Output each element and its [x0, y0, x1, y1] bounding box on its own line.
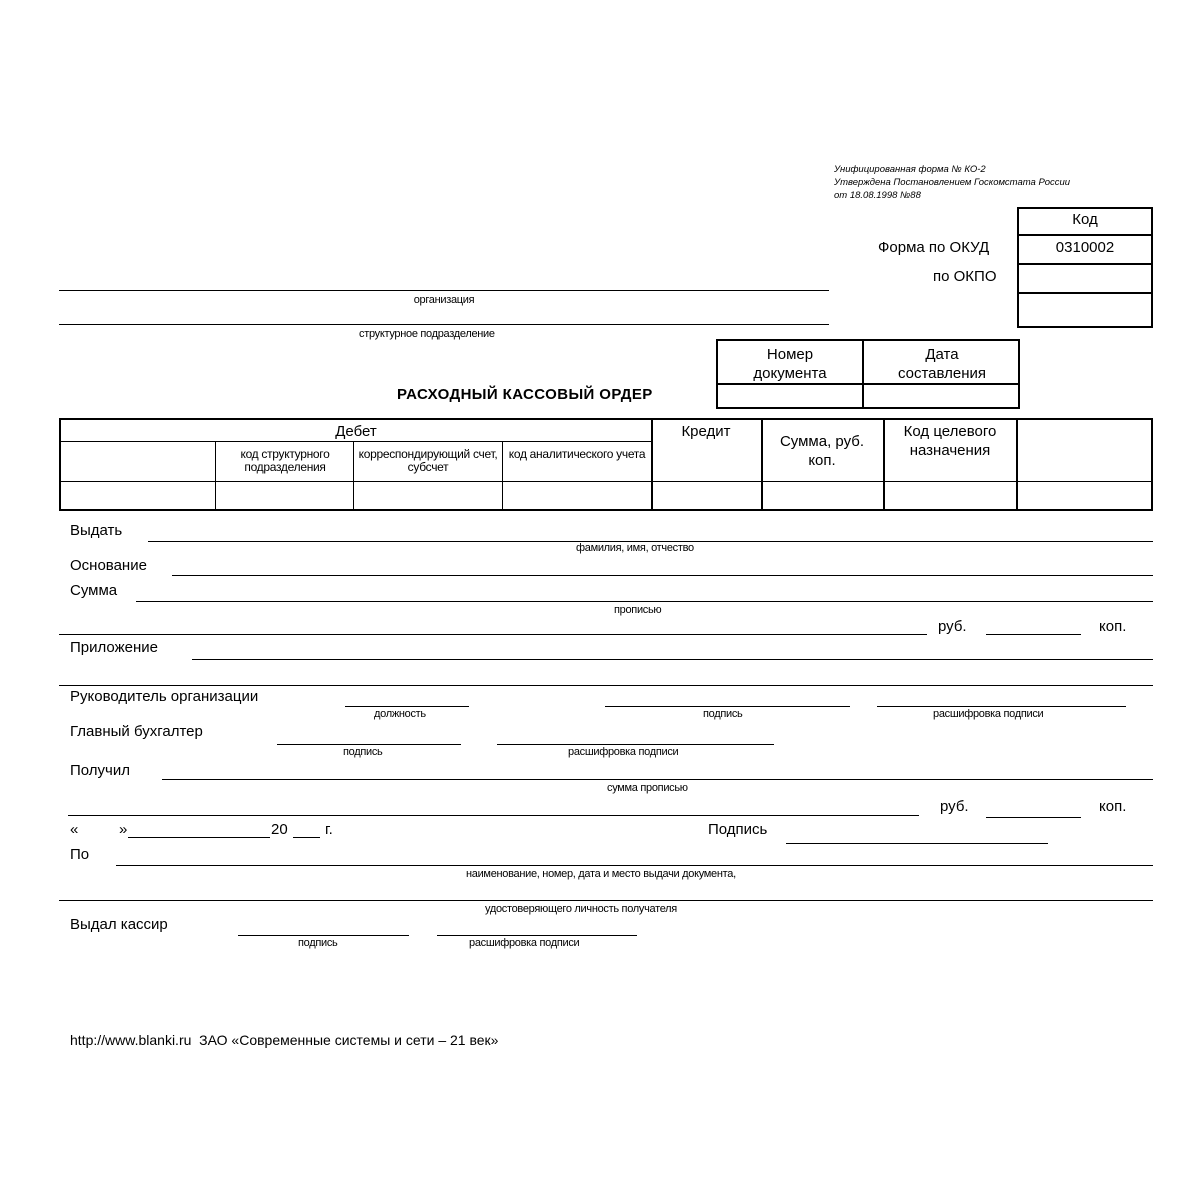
document-caption-1: наименование, номер, дата и место выдачи документа,	[466, 868, 736, 880]
kop-line-2[interactable]	[986, 817, 1081, 818]
year-line[interactable]	[293, 837, 320, 838]
cashier-label: Выдал кассир	[70, 916, 168, 933]
doc-number-header: Номер документа	[753, 346, 827, 382]
chief-decode-line[interactable]	[497, 744, 774, 745]
fio-caption: фамилия, имя, отчество	[576, 542, 694, 554]
organization-line[interactable]	[59, 290, 829, 291]
okpo-label: по ОКПО	[933, 268, 997, 285]
by-label: По	[70, 846, 90, 863]
received-signature-line[interactable]	[786, 843, 1048, 844]
chief-signature-line[interactable]	[277, 744, 461, 745]
document-title: РАСХОДНЫЙ КАССОВЫЙ ОРДЕР	[397, 386, 653, 403]
notice-line-1: Унифицированная форма № КО-2	[834, 164, 986, 175]
debit-header: Дебет	[335, 423, 377, 440]
received-line-2[interactable]	[68, 815, 919, 816]
cashier-decode-caption: расшифровка подписи	[469, 937, 580, 949]
attachment-line-2[interactable]	[59, 685, 1153, 686]
sum-in-words-caption: сумма прописью	[607, 782, 688, 794]
codes-header: Код	[1072, 211, 1098, 228]
date-month-line[interactable]	[128, 837, 270, 838]
okud-value[interactable]: 0310002	[1055, 239, 1115, 256]
received-label: Получил	[70, 762, 130, 779]
purpose-code-header: Код целевого назначения	[903, 423, 997, 459]
sum-label: Сумма	[70, 582, 118, 599]
received-line[interactable]	[162, 779, 1153, 780]
credit-header: Кредит	[681, 423, 731, 440]
attachment-label: Приложение	[70, 639, 158, 656]
year-prefix: 20	[271, 821, 288, 838]
head-position-line[interactable]	[345, 706, 469, 707]
notice-line-2: Утверждена Постановлением Госкомстата России	[834, 177, 1071, 188]
attachment-line[interactable]	[192, 659, 1153, 660]
department-caption: структурное подразделение	[359, 328, 495, 340]
corr-account-header: корреспондирующий счет, субсчет	[358, 447, 498, 474]
organization-caption: организация	[413, 294, 475, 306]
basis-line[interactable]	[172, 575, 1153, 576]
head-position-caption: должность	[374, 708, 426, 720]
rub-label-1: руб.	[938, 618, 967, 635]
analytic-code-header: код аналитического учета	[508, 447, 646, 461]
date-quote-close: »	[119, 821, 128, 838]
head-label: Руководитель организации	[70, 688, 259, 705]
department-line[interactable]	[59, 324, 829, 325]
signature-label: Подпись	[708, 821, 768, 838]
kop-line-1[interactable]	[986, 634, 1081, 635]
sum-line[interactable]	[136, 601, 1153, 602]
cashier-signature-caption: подпись	[298, 937, 338, 949]
form-notice	[834, 163, 1070, 202]
head-signature-caption: подпись	[703, 708, 743, 720]
kop-label-2: коп.	[1099, 798, 1127, 815]
year-suffix: г.	[325, 821, 333, 838]
date-quote-open: «	[70, 821, 79, 838]
footer-text: http://www.blanki.ru ЗАО «Современные системы и сети – 21 век»	[70, 1032, 499, 1048]
doc-date-header: Дата составления	[897, 346, 987, 382]
kop-label-1: коп.	[1099, 618, 1127, 635]
basis-label: Основание	[70, 557, 147, 574]
notice-line-3: от 18.08.1998 №88	[834, 190, 921, 201]
document-caption-2: удостоверяющего личность получателя	[485, 903, 677, 915]
dept-code-header: код структурного подразделения	[240, 447, 330, 474]
rub-label-2: руб.	[940, 798, 969, 815]
in-words-caption: прописью	[614, 604, 662, 616]
okud-label: Форма по ОКУД	[878, 239, 990, 256]
sum-line-2[interactable]	[59, 634, 927, 635]
head-decode-caption: расшифровка подписи	[933, 708, 1044, 720]
chief-signature-caption: подпись	[343, 746, 383, 758]
head-signature-line[interactable]	[605, 706, 850, 707]
issue-label: Выдать	[70, 522, 123, 539]
cashier-signature-line[interactable]	[238, 935, 409, 936]
chief-decode-caption: расшифровка подписи	[568, 746, 679, 758]
sum-header: Сумма, руб. коп.	[779, 433, 865, 469]
document-line-2[interactable]	[59, 900, 1153, 901]
cashier-decode-line[interactable]	[437, 935, 637, 936]
chief-accountant-label: Главный бухгалтер	[70, 723, 203, 740]
document-line[interactable]	[116, 865, 1153, 866]
head-decode-line[interactable]	[877, 706, 1126, 707]
